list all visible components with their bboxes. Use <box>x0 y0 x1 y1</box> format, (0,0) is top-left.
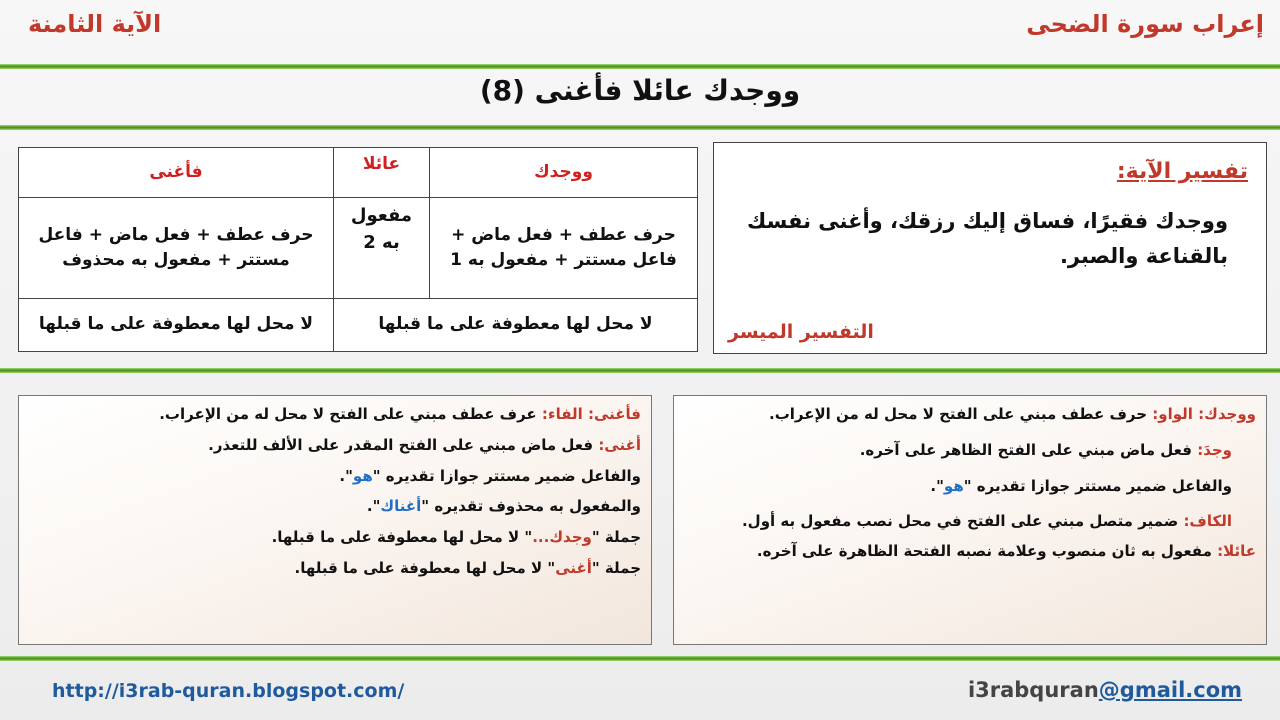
detail-line <box>29 527 641 549</box>
detail-text: والفاعل ضمير مستتر جوازا تقديره " <box>372 466 641 485</box>
detail-label: وجدَ: <box>1197 440 1232 459</box>
detail-line <box>684 404 1256 426</box>
ayah-label: الآية الثامنة <box>28 10 162 38</box>
tafsir-text: ووجدك فقيرًا، فساق إليك رزقك، وأغنى نفسك بالقناعة والصبر. <box>747 209 1228 268</box>
detail-text: ". <box>339 466 353 485</box>
irab-detail-faaghna <box>18 395 652 645</box>
parsing-aailan: مفعول به 2 <box>334 198 430 299</box>
detail-line <box>684 511 1256 533</box>
top-divider <box>0 64 1280 69</box>
parsing-wajadaka: حرف عطف + فعل ماض + فاعل مستتر + مفعول به 1 <box>430 198 698 299</box>
surah-title: إعراب سورة الضحى <box>1026 10 1264 38</box>
parsing-faaghna: حرف عطف + فعل ماض + فاعل مستتر + مفعول به محذوف <box>19 198 334 299</box>
detail-text: والفاعل ضمير مستتر جوازا تقديره " <box>963 476 1232 495</box>
detail-text: " لا محل لها معطوفة على ما قبلها. <box>271 528 533 546</box>
tafsir-box <box>713 142 1267 354</box>
detail-text: ". <box>930 476 944 495</box>
detail-text: عرف عطف مبني على الفتح لا محل له من الإعراب. <box>159 405 542 423</box>
middle-divider <box>0 368 1280 373</box>
verse-title: ووجدك عائلا فأغنى (8) <box>479 74 801 107</box>
detail-text: جملة " <box>591 558 641 577</box>
detail-highlight: أغناك <box>380 497 422 516</box>
bottom-divider <box>0 656 1280 661</box>
detail-line <box>684 440 1256 462</box>
position-left: لا محل لها معطوفة على ما قبلها <box>19 299 334 352</box>
detail-text: فعل ماض مبني على الفتح الظاهر على آخره. <box>859 440 1198 459</box>
detail-line <box>29 435 641 457</box>
table-position-row <box>19 299 698 352</box>
detail-highlight: هو <box>352 466 373 485</box>
detail-text: ضمير متصل مبني على الفتح في محل نصب مفعول به أول. <box>741 512 1184 531</box>
detail-line <box>29 558 641 580</box>
blog-link[interactable]: http://i3rab-quran.blogspot.com/ <box>52 680 405 702</box>
email-address[interactable] <box>968 678 1242 702</box>
detail-text: فعل ماض مبني على الفتح المقدر على الألف للتعذر. <box>208 435 599 454</box>
table-header-row <box>19 148 698 198</box>
detail-highlight: هو <box>943 476 964 495</box>
title-divider <box>0 125 1280 130</box>
email-domain: @gmail.com <box>1098 678 1242 702</box>
detail-line <box>29 466 641 488</box>
detail-highlight: أغنى <box>555 558 592 577</box>
irab-detail-wajadaka <box>673 395 1267 645</box>
header-faaghna: فأغنى <box>19 148 334 198</box>
header-aailan: عائلا <box>334 148 430 198</box>
detail-label: فأغنى: الفاء: <box>541 405 641 423</box>
detail-text: مفعول به ثان منصوب وعلامة نصبه الفتحة الظاهرة على آخره. <box>756 542 1218 560</box>
tafsir-title: تفسير الآية: <box>1116 159 1248 184</box>
detail-label: ووجدك: الواو: <box>1152 405 1256 423</box>
table-parsing-row <box>19 198 698 299</box>
detail-text: ". <box>366 497 381 516</box>
detail-text: والمفعول به محذوف تقديره " <box>421 497 641 516</box>
irab-table <box>18 147 698 352</box>
detail-highlight: وجدك... <box>532 528 592 546</box>
detail-line <box>684 476 1256 498</box>
tafsir-source: التفسير الميسر <box>728 321 874 343</box>
detail-label: عائلا: <box>1217 542 1256 560</box>
detail-text: " لا محل لها معطوفة على ما قبلها. <box>294 558 556 577</box>
detail-text: حرف عطف مبني على الفتح لا محل له من الإعراب. <box>769 405 1153 423</box>
header-wajadaka: ووجدك <box>430 148 698 198</box>
email-user: i3rabquran <box>967 678 1099 702</box>
detail-label: أغنى: <box>598 435 641 454</box>
detail-text: جملة " <box>591 528 641 546</box>
detail-line <box>684 541 1256 563</box>
detail-line <box>29 404 641 426</box>
detail-label: الكاف: <box>1183 512 1232 531</box>
detail-line <box>29 496 641 518</box>
position-right: لا محل لها معطوفة على ما قبلها <box>334 299 698 352</box>
